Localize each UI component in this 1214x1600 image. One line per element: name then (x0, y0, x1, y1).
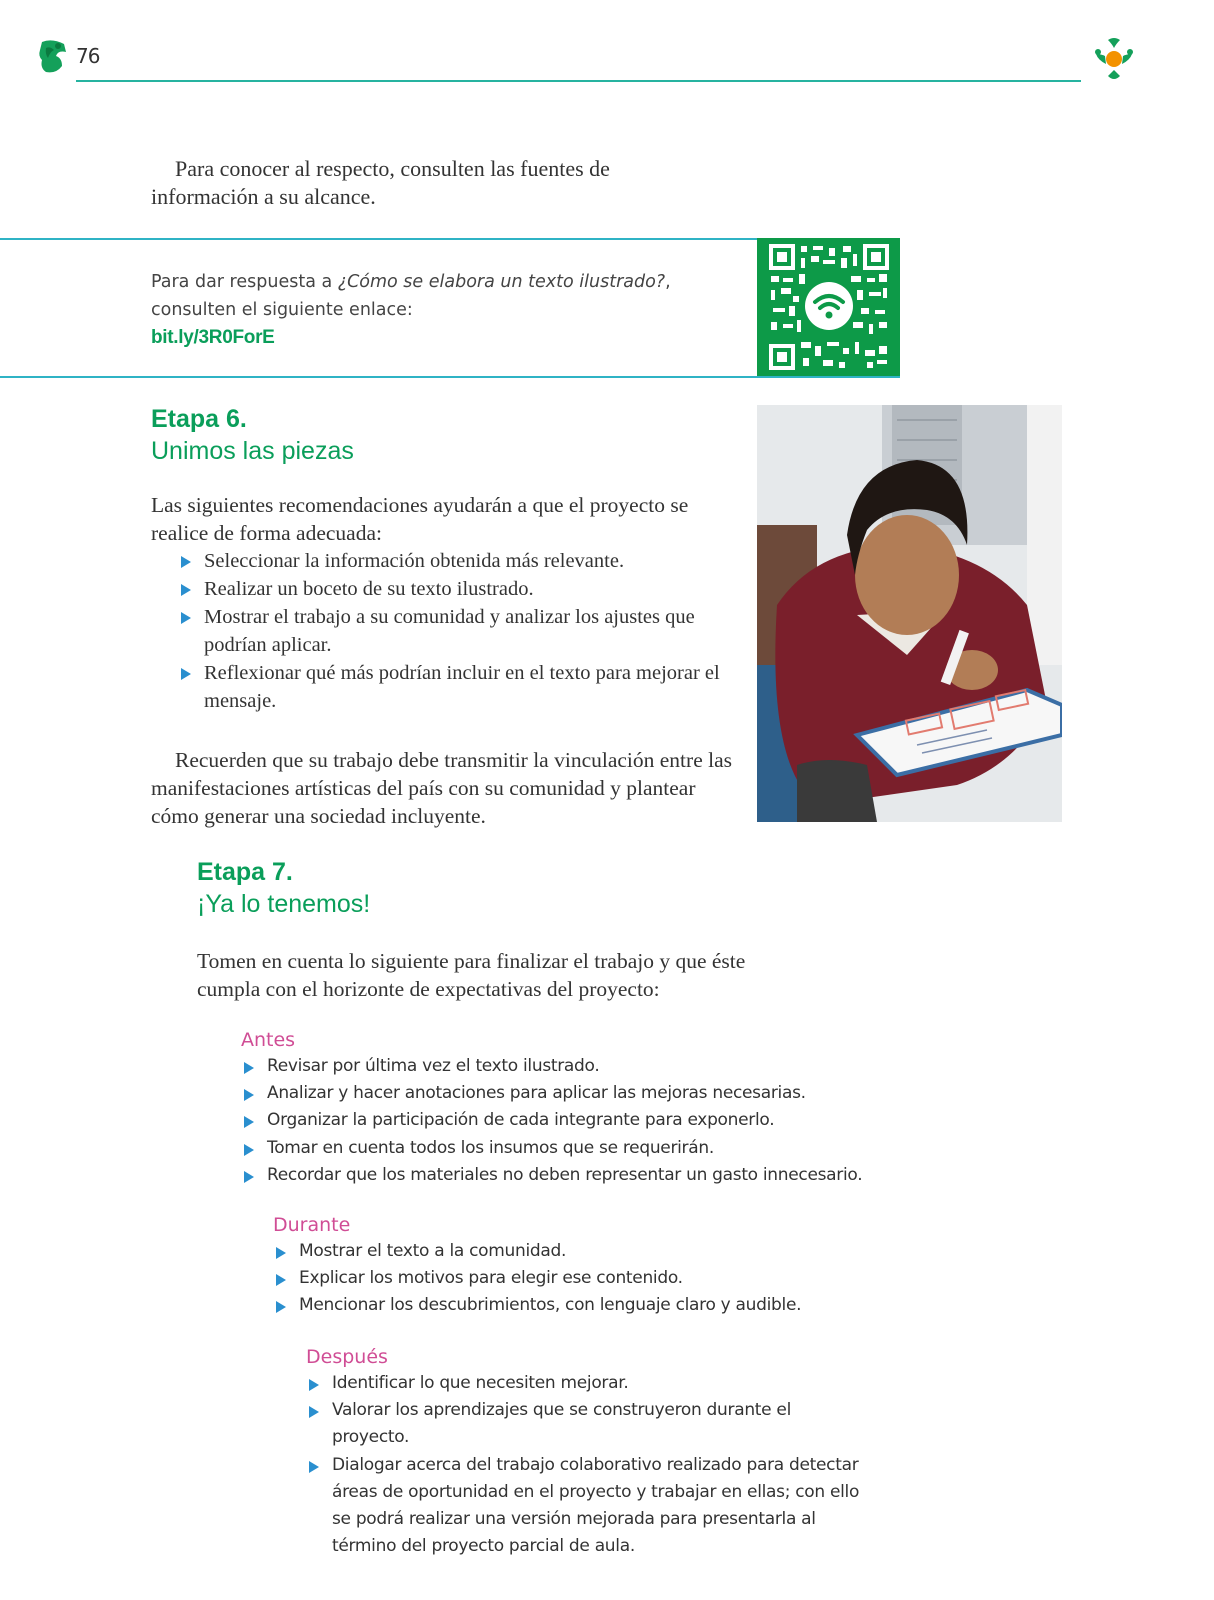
list-item: Analizar y hacer anotaciones para aplicar las mejoras necesarias. (241, 1080, 881, 1107)
durante-heading: Durante (273, 1214, 351, 1236)
link-box-text (151, 268, 741, 352)
list-item: Recordar que los materiales no deben representar un gasto innecesario. (241, 1162, 881, 1189)
link-box-bottom-rule (0, 376, 900, 378)
qr-code-icon[interactable] (757, 238, 900, 376)
etapa6-title: Etapa 6. (151, 405, 247, 433)
etapa6-intro-text: Las siguientes recomendaciones ayudarán a que el proyecto se realice de forma adecuada: (151, 493, 689, 545)
green-glyph-icon (36, 38, 70, 76)
etapa6-closing (151, 746, 736, 830)
link-text-question: ¿Cómo se elabora un texto ilustrado? (337, 272, 666, 292)
etapa6-list (178, 547, 733, 715)
despues-heading: Después (306, 1346, 388, 1368)
intro-text: Para conocer al respecto, consulten las fuentes de información a su alcance. (151, 156, 610, 209)
etapa7-intro-text: Tomen en cuenta lo siguiente para finalizar el trabajo y que éste cumpla con el horizonte de expectativas del proyecto: (197, 949, 746, 1001)
etapa7-subtitle: ¡Ya lo tenemos! (197, 890, 371, 918)
despues-list (306, 1370, 866, 1560)
list-item: Mostrar el texto a la comunidad. (273, 1238, 873, 1265)
etapa7-heading (197, 856, 370, 920)
etapa6-subtitle: Unimos las piezas (151, 437, 354, 465)
list-item: Valorar los aprendizajes que se construyeron durante el proyecto. (306, 1397, 866, 1451)
antes-heading: Antes (241, 1029, 296, 1051)
list-item: Mostrar el trabajo a su comunidad y analizar los ajustes que podrían aplicar. (178, 603, 733, 659)
list-item: Organizar la participación de cada integrante para exponerlo. (241, 1107, 881, 1134)
etapa6-heading (151, 403, 354, 467)
list-item: Explicar los motivos para elegir ese contenido. (273, 1265, 873, 1292)
etapa6-closing-text: Recuerden que su trabajo debe transmitir la vinculación entre las manifestaciones artísticas del país con su comunidad y plantear cómo generar una sociedad incluyente. (151, 748, 732, 828)
student-writing-photo (757, 405, 1062, 822)
list-item: Identificar lo que necesiten mejorar. (306, 1370, 866, 1397)
link-url[interactable]: bit.ly/3R0ForE (151, 327, 275, 348)
list-item: Revisar por última vez el texto ilustrado. (241, 1053, 881, 1080)
etapa6-intro (151, 491, 726, 547)
etapa7-intro (197, 947, 777, 1003)
list-item: Dialogar acerca del trabajo colaborativo realizado para detectar áreas de oportunidad en el proyecto y trabajar en ellas; con ello se podrá realizar una versión mejorada para presentarla al término del proyecto parcial de aula. (306, 1452, 866, 1561)
list-item: Realizar un boceto de su texto ilustrado. (178, 575, 733, 603)
header-divider (76, 80, 1081, 82)
page-number: 76 (76, 44, 100, 68)
list-item: Tomar en cuenta todos los insumos que se requerirán. (241, 1135, 881, 1162)
link-text-before: Para dar respuesta a (151, 272, 338, 292)
list-item: Mencionar los descubrimientos, con lenguaje claro y audible. (273, 1292, 873, 1319)
link-text-after: , consulten el siguiente enlace: (151, 272, 671, 320)
list-item: Seleccionar la información obtenida más relevante. (178, 547, 733, 575)
flower-icon (1088, 34, 1140, 86)
list-item: Reflexionar qué más podrían incluir en el texto para mejorar el mensaje. (178, 659, 733, 715)
antes-list (241, 1053, 881, 1189)
durante-list (273, 1238, 873, 1320)
intro-paragraph (151, 155, 671, 211)
etapa7-title: Etapa 7. (197, 858, 293, 886)
